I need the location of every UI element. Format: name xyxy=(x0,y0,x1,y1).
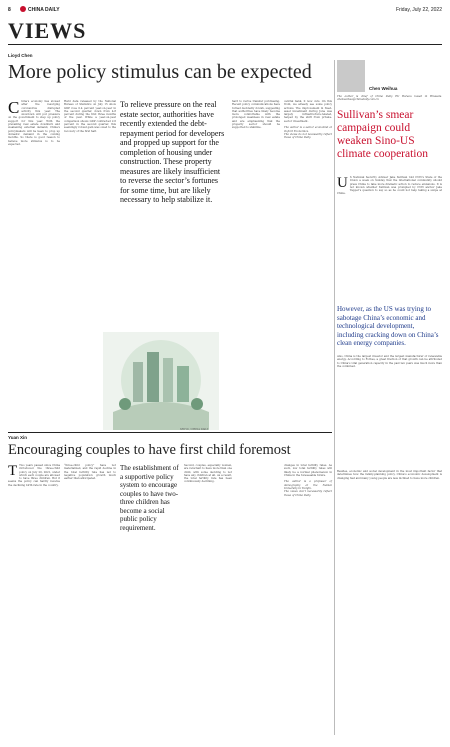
paper-name: CHINA DAILY xyxy=(28,7,60,13)
story1-col1: China’s economy has slowed after the resurging coronavirus disrupted activity this year. The slowdown will put pressure on the government to step up policy support for this year. With the prevailing real estate downturn and weakening external demand, China’s policymakers will be keen to prop up domestic demand in the coming months. So there is good reason to believe more stimulus is to be expected. xyxy=(8,98,60,146)
story2-author-note: The author is chief of China Daily EU Bureau based in Brussels. chenweihua@chinadaily.com.cn xyxy=(337,95,442,102)
story3-col2: “three-child policy” have not materialized, and the rapid decline in the total fertility rate has led to negative population growth much earlier than anticipated. xyxy=(64,464,116,481)
dropcap: U xyxy=(337,175,348,191)
dropcap: C xyxy=(8,98,20,117)
dropcap: T xyxy=(8,463,18,479)
story2-author: Chen Weihua xyxy=(369,86,398,91)
story1-author-note: The author is a senior economist at Oxford Economics. xyxy=(284,126,332,133)
story3-pullquote: The establishment of a supportive policy system to encourage couples to have two-three children has become a social public policy requirement. xyxy=(120,464,179,532)
story-divider xyxy=(8,432,332,433)
story3-disclaimer: The views don’t necessarily reflect those of China Daily. xyxy=(284,490,332,497)
story1-disclaimer: The views do not necessarily reflect those of China Daily. xyxy=(284,132,332,140)
story1-byline: Lioyd Chen xyxy=(8,53,33,58)
story3-headline: Encouraging couples to have first child foremost xyxy=(8,442,291,458)
story1-col4: central bank, it now cuts. On this front, we already see some policy actions. The improvement in fixed-asset investment during June was largely infrastructure-related, helped by the shift from private-sector investment. The author is a senior economist at Oxford Economics. The views do not necessarily reflect those of China Daily. xyxy=(284,100,332,140)
story3-col1: T Two years passed since China introduced the three-child policy on July 20, 2021, under which each couple are allowed to have three children. But it seems the policy can hardly reverse the declining birth rate in the country. xyxy=(8,463,60,487)
masthead-divider xyxy=(8,44,442,45)
story3-col4: changes in total fertility rates. As such, low total fertility rates will likely be a normal phenomenon in China in the foreseeable future. The author is a professor of demography at the Nankai University in Tianjin. The views don’t necessarily reflect those of China Daily. xyxy=(284,464,332,497)
story3-col3: Second, couples, especially women, are reluctant to have more than one child, with some deciding to not have any children at all. As a result, the total fertility rate has been continuously declining. xyxy=(184,464,232,484)
story3-byline: Yuan Xin xyxy=(8,435,28,440)
story1-pullquote: To relieve pressure on the real estate sector, authorities have recently extended the debt-repayment period for developers and propped up support for the completion of housing under construction. These property measures are likely insufficient to reverse the sector’s fortunes for some time, but are likely necessary to help stabilize it. xyxy=(120,100,225,204)
story2-col2: Also, China is the largest investor and the largest manufacturer of renewable energy. According to Forbes, a great fraction of that growth can be attributed to China’s vital generation capacity in the past ten years was much more than the combined. xyxy=(337,355,442,368)
story2-col1: U S National Security Adviser Jake Sullivan told CNN’s State of the Union a week on Sunday that the international community should press China to take more dramatic action to reduce emissions. It is not known whether Sullivan was prompted by CNN anchor Jake Tapper’s question to say so as he could not help taking a swipe at China. xyxy=(337,175,442,196)
story3-author-note: The author is a professor of demography at the Nankai University in Tianjin. xyxy=(284,480,332,491)
story1-col3: hard to revive transfer purchasing. Recent policy communications have turned decidedly dovish, suggesting that authorities have likely become more comfortable with the prolonged weakness in real estate and are emphasizing that the property sector should be supported to stabilize. xyxy=(232,100,280,130)
author-photo xyxy=(337,60,365,92)
city-illustration xyxy=(103,332,219,430)
story1-headline: More policy stimulus can be expected xyxy=(8,61,312,83)
author-email: chenweihua@chinadaily.com.cn xyxy=(337,98,379,102)
section-title: VIEWS xyxy=(8,18,87,43)
page-number: 8 xyxy=(8,7,11,13)
china-daily-logo-icon xyxy=(20,6,26,12)
column-divider xyxy=(334,60,335,735)
issue-date: Friday, July 22, 2022 xyxy=(395,7,442,13)
story1-col2: Hard data released by the National Bureau of Statistics on July 15 show GDP rose 0.4 percent year-on-year in the second quarter, down from 4.8 percent during the first three months of the year. While a year-on-year comparison shows GDP contracted 2.6 percent in the second quarter, this seemingly robust gain was owed to the recovery of the first half. xyxy=(64,100,116,133)
story2-headline: Sullivan’s smear campaign could weaken Sino-US climate cooperation xyxy=(337,109,429,160)
story2-pullquote: However, as the US was trying to sabotage China’s economic and technological development, including cracking down on China’s clean energy companies. xyxy=(337,305,439,347)
story2-col3: Besides, economic and social development in the most important factor that determines how the family-planning policy. China’s economic development is changing fast and many young people are less inclined to have more children. xyxy=(337,470,442,480)
illustration-credit: SHI YU / CHINA DAILY xyxy=(180,428,209,431)
